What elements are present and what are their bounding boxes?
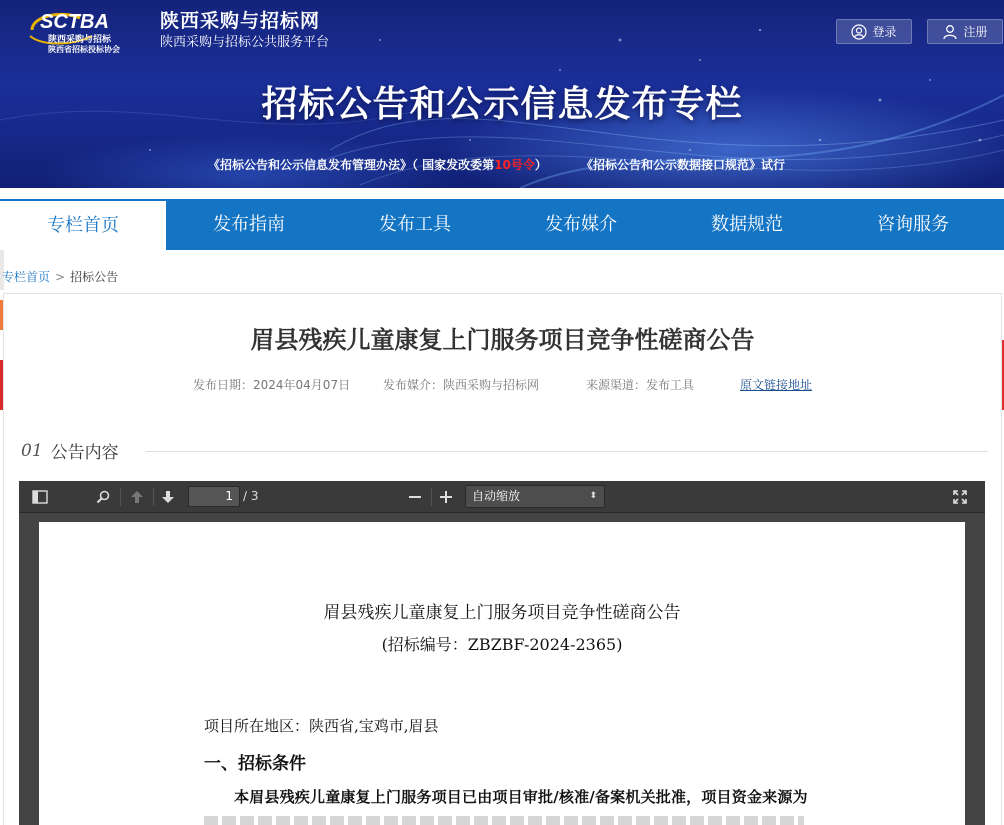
doc-next-line-cut bbox=[204, 816, 804, 825]
toolbar-separator bbox=[153, 488, 154, 506]
zoom-out-icon[interactable] bbox=[405, 487, 425, 507]
page-number-input[interactable]: 1 bbox=[188, 486, 240, 507]
sidebar-toggle-icon[interactable] bbox=[29, 487, 51, 507]
nav-item-home[interactable]: 专栏首页 bbox=[0, 199, 166, 250]
doc-paragraph: 本眉县残疾儿童康复上门服务项目已由项目审批/核准/备案机关批准，项目资金来源为 bbox=[234, 788, 808, 806]
zoom-in-icon[interactable] bbox=[436, 487, 456, 507]
article-title: 眉县残疾儿童康复上门服务项目竞争性磋商公告 bbox=[250, 326, 755, 354]
header-banner bbox=[0, 0, 1004, 188]
doc-number: (招标编号：ZBZBF-2024-2365) bbox=[381, 635, 623, 654]
interface-spec-notice-link[interactable]: 《招标公告和公示数据接口规范》试行 bbox=[581, 158, 786, 172]
page-total: / 3 bbox=[243, 489, 259, 503]
section-title: 公告内容 bbox=[50, 443, 119, 463]
site-title: 陕西采购与招标网 bbox=[160, 10, 321, 32]
site-logo[interactable] bbox=[22, 6, 329, 54]
source-channel: 来源渠道：发布工具 bbox=[586, 378, 695, 392]
zoom-select[interactable] bbox=[465, 485, 605, 508]
banner-title: 招标公告和公示信息发布专栏 bbox=[261, 84, 743, 125]
regulation-notice-link[interactable] bbox=[208, 156, 547, 173]
select-arrows-icon: ⬍ bbox=[589, 491, 597, 501]
login-label: 登录 bbox=[872, 25, 897, 39]
login-button[interactable] bbox=[836, 19, 912, 44]
previous-page-icon[interactable] bbox=[126, 487, 148, 507]
nav-item-tools[interactable]: 发布工具 bbox=[379, 214, 451, 235]
notice1-text-b: ） bbox=[534, 158, 547, 172]
publish-media: 发布媒介：陕西采购与招标网 bbox=[383, 378, 540, 392]
svg-text:陕西采购与招标: 陕西采购与招标 bbox=[48, 35, 112, 45]
section-header bbox=[21, 438, 119, 463]
fullscreen-icon[interactable] bbox=[949, 487, 971, 507]
doc-region: 项目所在地区：陕西省,宝鸡市,眉县 bbox=[204, 717, 439, 735]
breadcrumb-current: 招标公告 bbox=[70, 270, 119, 284]
section-number: 01 bbox=[21, 440, 43, 461]
user-circle-icon bbox=[851, 24, 867, 40]
toolbar-separator bbox=[120, 488, 121, 506]
pdf-toolbar bbox=[19, 481, 985, 513]
search-icon[interactable] bbox=[92, 487, 114, 507]
zoom-value: 自动缩放 bbox=[472, 489, 521, 503]
site-subtitle: 陕西采购与招标公共服务平台 bbox=[160, 35, 330, 50]
notice1-text-a: 《招标公告和公示信息发布管理办法》（ 国家发改委第 bbox=[208, 158, 495, 172]
svg-text:陕西省招标投标协会: 陕西省招标投标协会 bbox=[48, 45, 120, 54]
nav-item-data-spec[interactable]: 数据规范 bbox=[711, 214, 783, 235]
publish-date: 发布日期：2024年04月07日 bbox=[193, 378, 351, 392]
register-button[interactable] bbox=[927, 19, 1003, 44]
doc-heading: 一、招标条件 bbox=[204, 754, 306, 774]
pdf-viewer bbox=[19, 481, 985, 825]
pdf-page bbox=[39, 522, 965, 825]
section-divider bbox=[146, 451, 988, 452]
nav-item-media[interactable]: 发布媒介 bbox=[545, 214, 617, 235]
toolbar-separator bbox=[431, 488, 432, 506]
breadcrumb-home-link[interactable]: 专栏首页 bbox=[2, 270, 51, 284]
notice1-order-number: 10号令 bbox=[494, 158, 535, 172]
svg-text:SCTBA: SCTBA bbox=[40, 11, 109, 33]
nav-item-guide[interactable]: 发布指南 bbox=[213, 214, 285, 235]
main-nav bbox=[0, 199, 1004, 250]
logo-mark-icon bbox=[22, 6, 152, 54]
user-icon bbox=[942, 24, 958, 40]
nav-item-consulting[interactable]: 咨询服务 bbox=[877, 214, 949, 235]
breadcrumb-separator: > bbox=[55, 270, 66, 284]
register-label: 注册 bbox=[963, 25, 988, 39]
original-link[interactable]: 原文链接地址 bbox=[740, 378, 813, 392]
doc-title: 眉县残疾儿童康复上门服务项目竞争性磋商公告 bbox=[323, 603, 681, 623]
breadcrumb bbox=[2, 268, 118, 285]
next-page-icon[interactable] bbox=[157, 487, 179, 507]
